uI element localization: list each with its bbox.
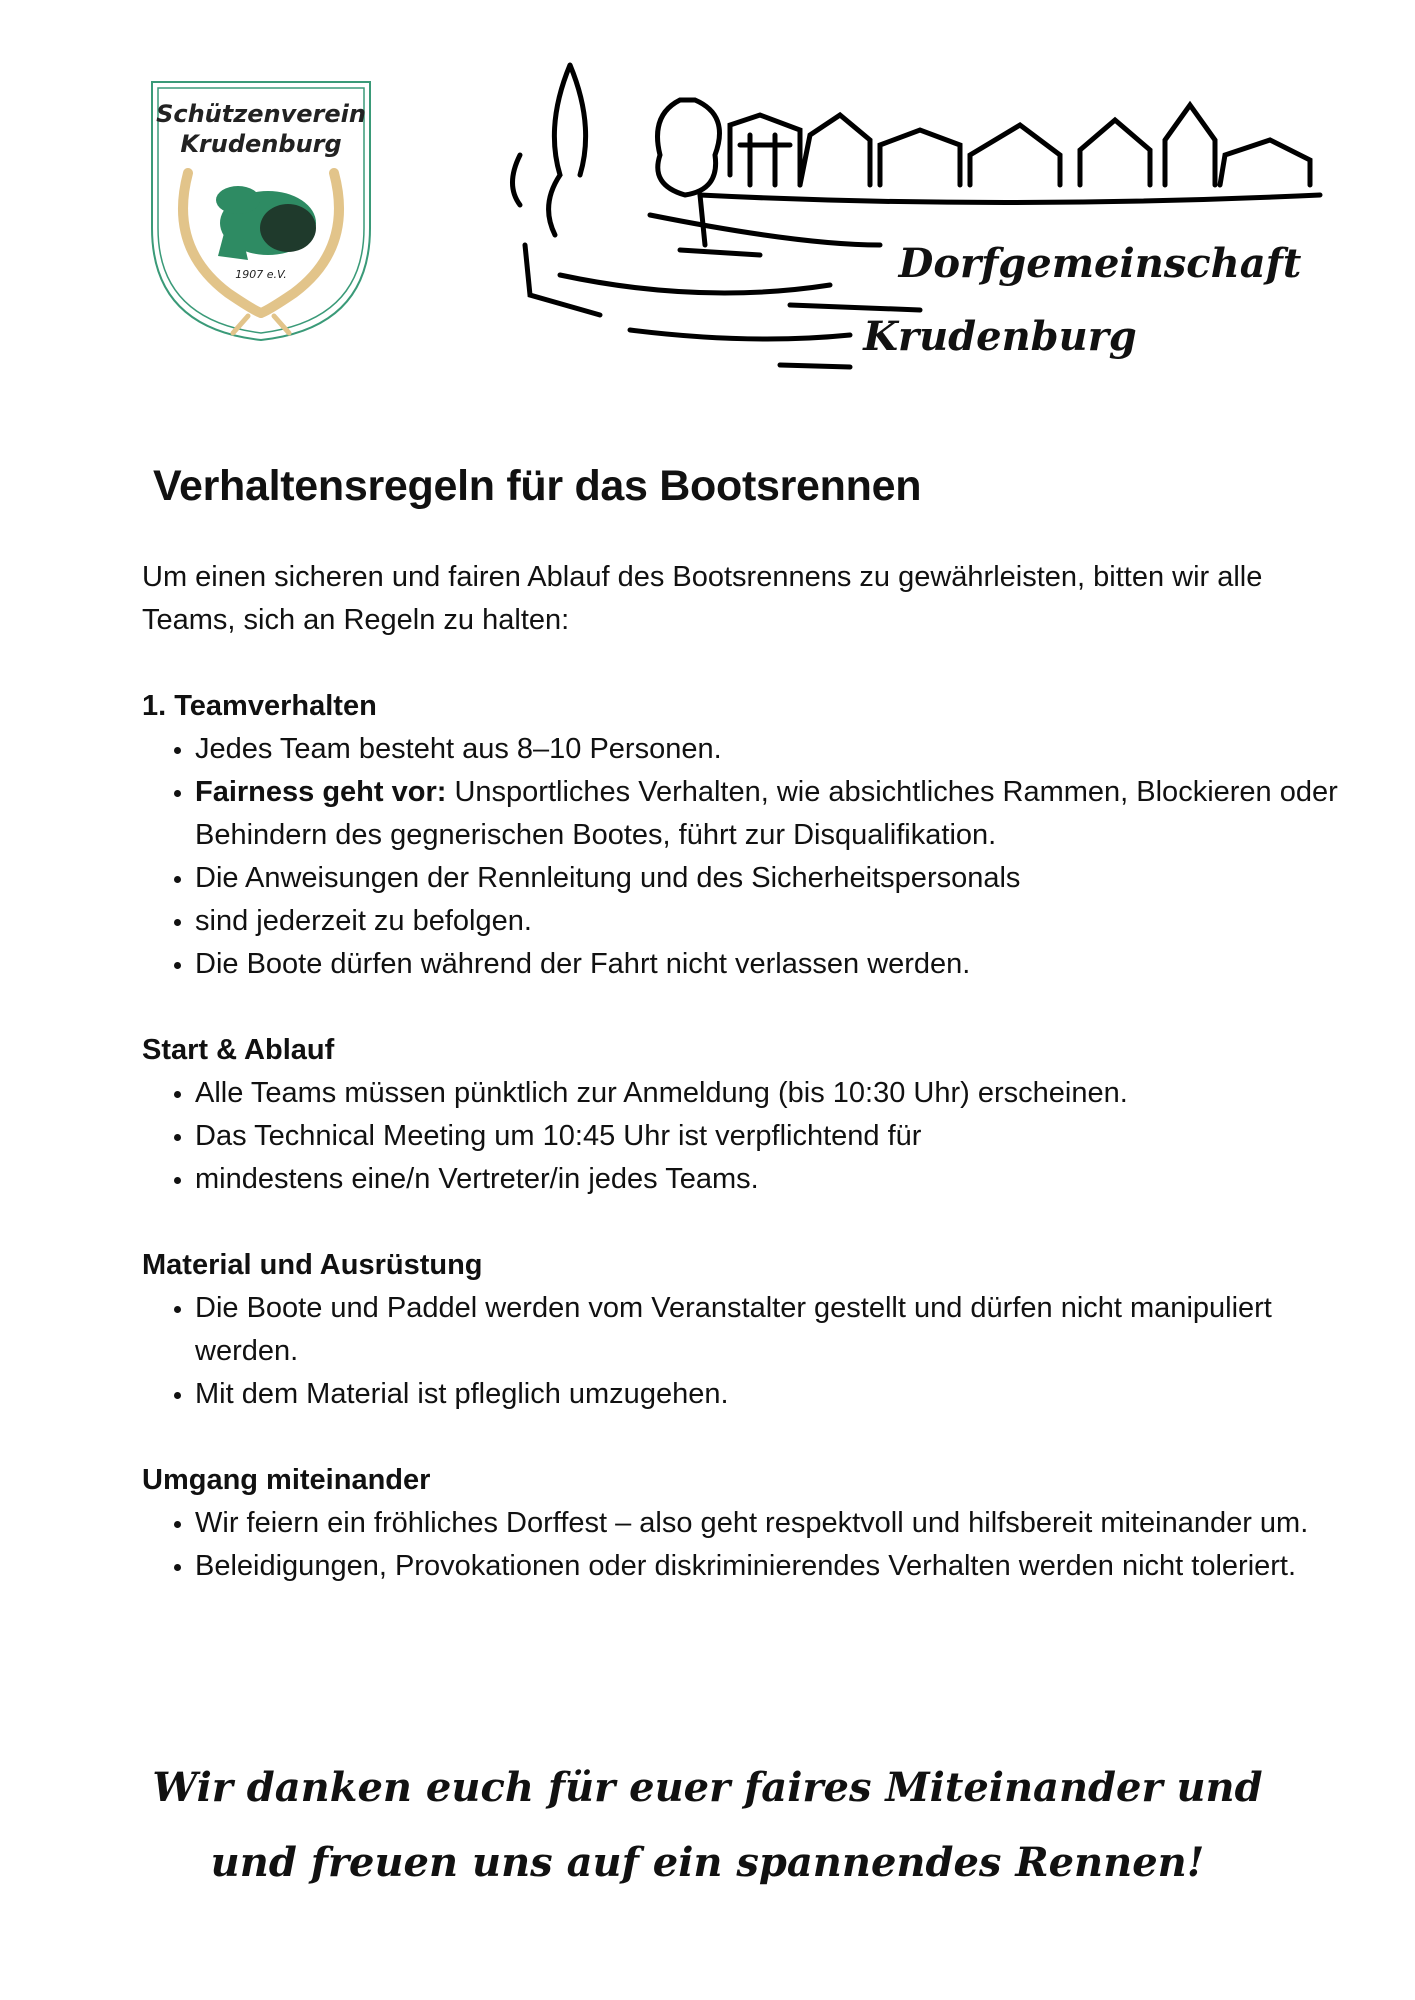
rule-item [195, 1158, 1342, 1201]
rule-item [195, 900, 1342, 943]
rules-section [142, 1029, 1342, 1201]
logo-year: 1907 e.V. [235, 268, 287, 281]
rules-section [142, 1244, 1342, 1416]
rule-list [142, 728, 1342, 986]
rule-text: Unsportliches Verhalten, wie absichtliches Rammen, Blockieren oder Behindern des gegnerischen Bootes, führt zur Disqualifikation. [195, 776, 1338, 851]
intro-paragraph: Um einen sicheren und fairen Ablauf des Bootsrennens zu gewährleisten, bitten wir alle Teams, sich an Regeln zu halten: [142, 561, 1263, 636]
rule-item [195, 771, 1342, 857]
rule-list [142, 1072, 1342, 1201]
rule-text: Alle Teams müssen pünktlich zur Anmeldung (bis 10:30 Uhr) erscheinen. [195, 1077, 1128, 1109]
closing-line-1: Wir danken euch für euer faires Miteinander und [152, 1764, 1263, 1811]
rule-text: Die Boote und Paddel werden vom Veranstalter gestellt und dürfen nicht manipuliert werden. [195, 1292, 1272, 1367]
rule-item [195, 1502, 1342, 1545]
rule-item [195, 1373, 1342, 1416]
rules-section [142, 685, 1342, 986]
rule-item [195, 1545, 1342, 1588]
rule-text: Jedes Team besteht aus 8–10 Personen. [195, 733, 722, 765]
rule-emphasis: Fairness geht vor: [195, 776, 447, 808]
rules-content [142, 556, 1342, 1631]
rule-item [195, 1072, 1342, 1115]
section-heading: Start & Ablauf [142, 1034, 335, 1066]
rules-section [142, 1459, 1342, 1588]
rule-list [142, 1287, 1342, 1416]
section-heading: 1. Teamverhalten [142, 690, 377, 722]
rule-list [142, 1502, 1342, 1588]
section-heading: Umgang miteinander [142, 1464, 431, 1496]
schuetzenverein-logo [148, 78, 374, 344]
rule-text: sind jederzeit zu befolgen. [195, 905, 532, 937]
rule-text: Die Boote dürfen während der Fahrt nicht verlassen werden. [195, 948, 971, 980]
community-logo-line1: Dorfgemeinschaft [898, 240, 1302, 287]
rules-sections [142, 685, 1342, 1588]
rule-text: Beleidigungen, Provokationen oder diskriminierendes Verhalten werden nicht toleriert. [195, 1550, 1297, 1582]
rule-text: Die Anweisungen der Rennleitung und des Sicherheitspersonals [195, 862, 1021, 894]
dorfgemeinschaft-logo [500, 45, 1350, 380]
rule-text: Das Technical Meeting um 10:45 Uhr ist verpflichtend für [195, 1120, 922, 1152]
rule-text: mindestens eine/n Vertreter/in jedes Teams. [195, 1163, 759, 1195]
logo-text-line1: Schützenverein [156, 100, 366, 128]
rule-item [195, 1287, 1342, 1373]
closing-message [0, 1750, 1415, 1900]
rule-text: Wir feiern ein fröhliches Dorffest – also geht respektvoll und hilfsbereit miteinander um. [195, 1507, 1309, 1539]
section-heading: Material und Ausrüstung [142, 1249, 483, 1281]
rule-item [195, 857, 1342, 900]
closing-line-2: und freuen uns auf ein spannendes Rennen! [210, 1839, 1205, 1886]
rule-item [195, 1115, 1342, 1158]
rule-item [195, 943, 1342, 986]
logo-text-line2: Krudenburg [180, 130, 342, 158]
rule-item [195, 728, 1342, 771]
community-logo-line2: Krudenburg [863, 313, 1137, 360]
page-title: Verhaltensregeln für das Bootsrennen [153, 462, 922, 510]
rule-text: Mit dem Material ist pfleglich umzugehen. [195, 1378, 729, 1410]
